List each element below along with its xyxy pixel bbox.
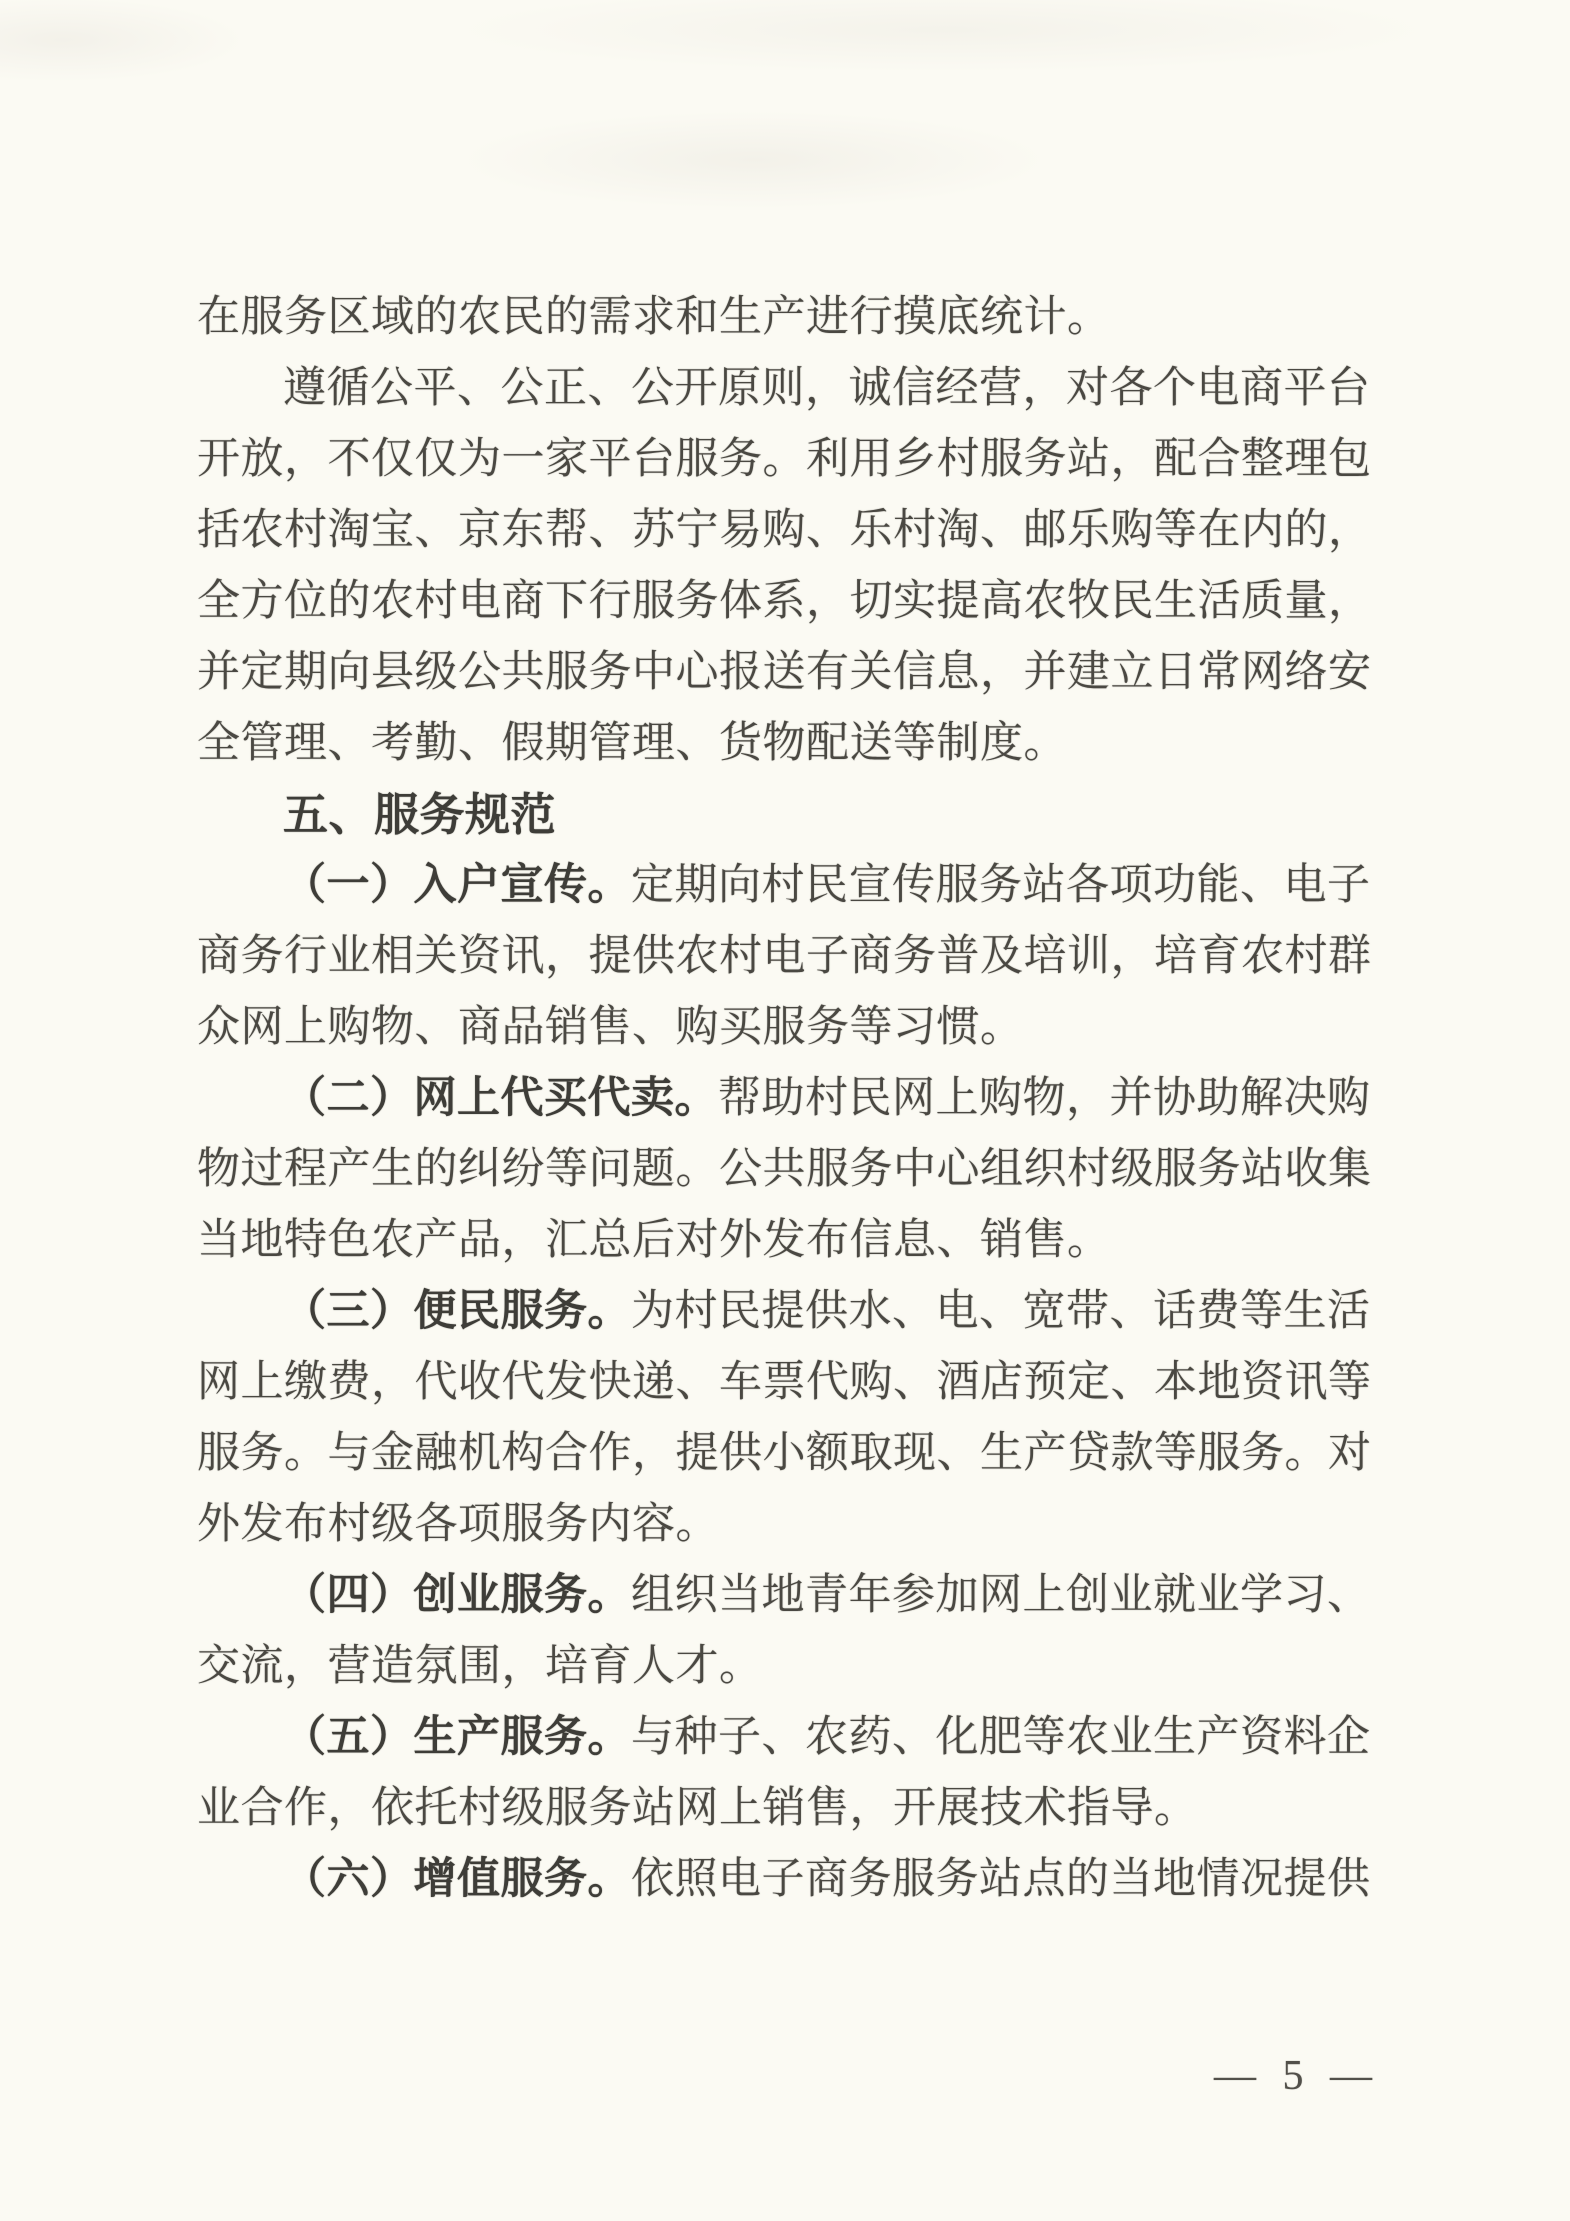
body-text: 商务行业相关资讯，提供农村电子商务普及培训，培育农村群 [197, 933, 1372, 980]
body-text: 业合作，依托村级服务站网上销售，开展技术指导。 [197, 1785, 1198, 1832]
body-text: 在服务区域的农民的需求和生产进行摸底统计。 [197, 294, 1111, 341]
text-line [197, 850, 1372, 921]
emphasis-text: （二）网上代买代卖。 [283, 1074, 718, 1122]
body-text: 开放，不仅仅为一家平台服务。利用乡村服务站，配合整理包 [197, 436, 1372, 483]
emphasis-text: 五、服务规范 [283, 789, 557, 840]
emphasis-text: （六）增值服务。 [283, 1855, 631, 1903]
body-text: 定期向村民宣传服务站各项功能、电子 [631, 862, 1371, 909]
text-line [197, 495, 1372, 566]
text-line [197, 282, 1372, 353]
body-text: 全管理、考勤、假期管理、货物配送等制度。 [197, 720, 1067, 767]
page-number: — 5 — [1214, 2053, 1380, 2099]
text-line [197, 1844, 1372, 1915]
text-line [197, 1702, 1372, 1773]
text-line [197, 424, 1372, 495]
body-text: 网上缴费，代收代发快递、车票代购、酒店预定、本地资讯等 [197, 1359, 1372, 1406]
body-text: 并定期向县级公共服务中心报送有关信息，并建立日常网络安 [197, 649, 1372, 696]
scan-texture-artifact [0, 0, 1570, 230]
text-line [197, 1134, 1372, 1205]
text-line [197, 353, 1372, 424]
text-line [197, 1276, 1372, 1347]
body-text: 全方位的农村电商下行服务体系，切实提高农牧民生活质量， [197, 578, 1372, 625]
text-line [197, 992, 1372, 1063]
emphasis-text: （一）入户宣传。 [283, 861, 631, 909]
body-text: 当地特色农产品，汇总后对外发布信息、销售。 [197, 1217, 1111, 1264]
text-line [197, 1773, 1372, 1844]
body-text: 括农村淘宝、京东帮、苏宁易购、乐村淘、邮乐购等在内的， [197, 507, 1372, 554]
text-line [197, 566, 1372, 637]
body-text: 物过程产生的纠纷等问题。公共服务中心组织村级服务站收集 [197, 1146, 1372, 1193]
emphasis-text: （四）创业服务。 [283, 1571, 631, 1619]
text-line [197, 1347, 1372, 1418]
text-line [197, 708, 1372, 779]
body-text: 外发布村级各项服务内容。 [197, 1501, 719, 1548]
body-text: 依照电子商务服务站点的当地情况提供 [631, 1856, 1371, 1903]
text-line [197, 1063, 1372, 1134]
text-line [197, 1631, 1372, 1702]
text-line [197, 1560, 1372, 1631]
body-text: 帮助村民网上购物，并协助解决购 [718, 1075, 1371, 1122]
text-line [197, 1205, 1372, 1276]
body-text: 为村民提供水、电、宽带、话费等生活 [631, 1288, 1371, 1335]
text-line [197, 1489, 1372, 1560]
body-text: 遵循公平、公正、公开原则，诚信经营，对各个电商平台 [283, 365, 1371, 412]
emphasis-text: （五）生产服务。 [283, 1713, 631, 1761]
body-text: 交流，营造氛围，培育人才。 [197, 1643, 763, 1690]
document-body [197, 282, 1372, 1915]
text-line [197, 921, 1372, 992]
text-line [197, 1418, 1372, 1489]
body-text: 众网上购物、商品销售、购买服务等习惯。 [197, 1004, 1024, 1051]
text-line [197, 637, 1372, 708]
body-text: 服务。与金融机构合作，提供小额取现、生产贷款等服务。对 [197, 1430, 1372, 1477]
body-text: 组织当地青年参加网上创业就业学习、 [631, 1572, 1371, 1619]
emphasis-text: （三）便民服务。 [283, 1287, 631, 1335]
body-text: 与种子、农药、化肥等农业生产资料企 [631, 1714, 1371, 1761]
section-heading [197, 779, 1372, 850]
